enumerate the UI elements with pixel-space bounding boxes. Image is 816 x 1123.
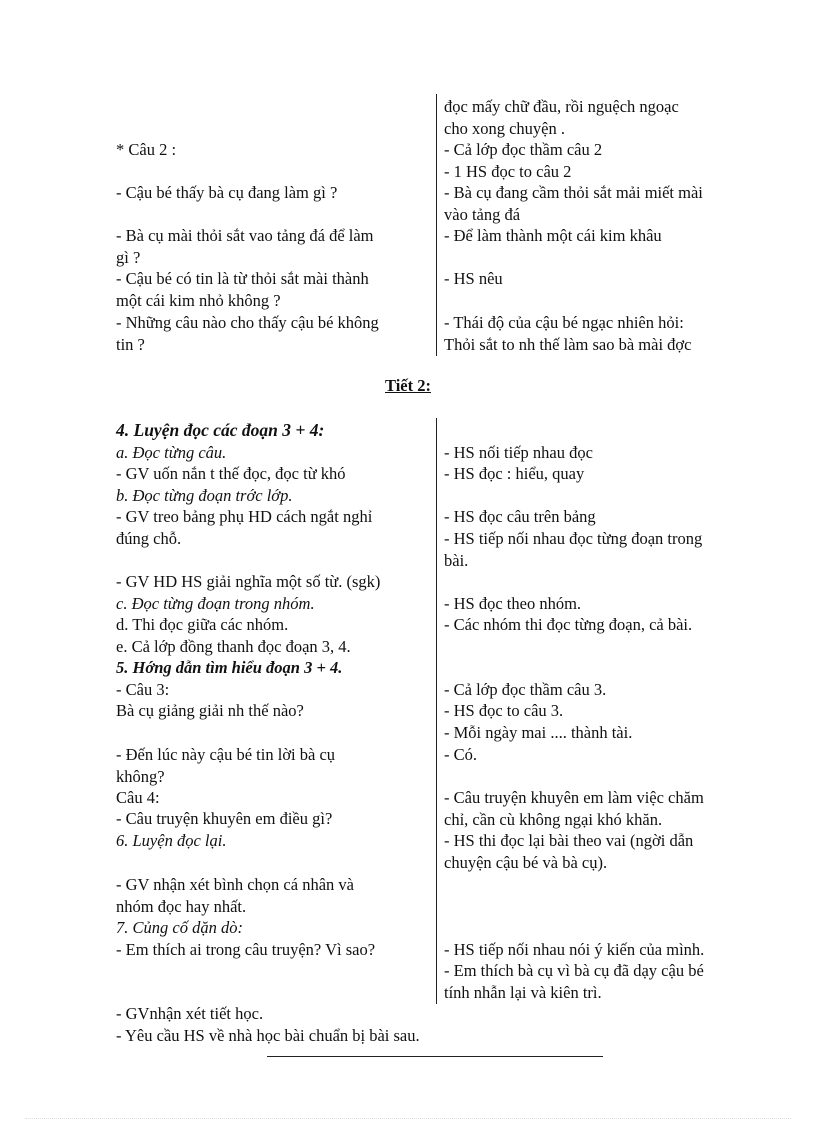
t1-r1-right <box>444 139 758 182</box>
c-title: c. Đọc từng đoạn trong nhóm. <box>116 594 315 613</box>
text-line: - HS nêu <box>444 269 503 288</box>
s7-right2 <box>444 960 758 1003</box>
text-line: - HS thi đọc lại bài theo vai (ngời dẫn <box>444 831 694 850</box>
q4-right <box>444 787 758 830</box>
s7-title: 7. Củng cố dặn dò: <box>116 918 243 937</box>
t1-r3-left <box>116 225 430 268</box>
a-right1: - HS nối tiếp nhau đọc <box>444 443 593 462</box>
table2-divider <box>436 418 437 1004</box>
b-right2 <box>444 528 758 571</box>
page-bottom-dots <box>25 1118 791 1119</box>
section-heading: Tiết 2: <box>385 376 431 395</box>
b-left <box>116 506 430 549</box>
text-line: gì ? <box>116 247 141 267</box>
section5-title: 5. Hớng dẫn tìm hiểu đoạn 3 + 4. <box>116 658 343 677</box>
s7-right1: - HS tiếp nối nhau nói ý kiến của mình. <box>444 940 705 959</box>
a-right2: - HS đọc : hiểu, quay <box>444 464 585 483</box>
q4b-left: - Câu truyện khuyên em điều gì? <box>116 809 333 828</box>
text-line: - Cậu bé thấy bà cụ đang làm gì ? <box>116 183 338 202</box>
footer-line-2: - Yêu cầu HS về nhà học bài chuẩn bị bài sau. <box>116 1026 420 1045</box>
a-title: a. Đọc từng câu. <box>116 443 227 462</box>
q3b-right1: - HS đọc to câu 3. <box>444 701 564 720</box>
t1-r4-right <box>444 268 758 290</box>
text-line: - Thái độ của cậu bé ngạc nhiên hỏi: <box>444 313 684 332</box>
text-line: vào tảng đá <box>444 204 521 224</box>
s7-left: - Em thích ai trong câu truyện? Vì sao? <box>116 940 376 959</box>
text-line: - Câu truyện khuyên em làm việc chăm <box>444 788 704 807</box>
end-divider <box>267 1056 603 1057</box>
text-line: tin ? <box>116 334 145 354</box>
t1-r2-right <box>444 182 758 225</box>
t1-r5-left <box>116 312 430 355</box>
text-line: - GV nhận xét bình chọn cá nhân và <box>116 875 354 894</box>
q3c-right: - Có. <box>444 745 477 764</box>
q3-right: - Cả lớp đọc thầm câu 3. <box>444 680 607 699</box>
text-line: bài. <box>444 550 469 570</box>
t1-r0-right <box>444 96 758 139</box>
b-title: b. Đọc từng đoạn trớc lớp. <box>116 486 293 505</box>
table1-divider <box>436 94 437 356</box>
q3c-left <box>116 744 430 787</box>
q3b-right2: - Mỗi ngày mai .... thành tài. <box>444 723 633 742</box>
text-line: * Câu 2 : <box>116 140 177 159</box>
text-line: đọc mấy chữ đầu, rồi nguệch ngoạc <box>444 97 679 116</box>
s6-left <box>116 874 430 917</box>
d-left: d. Thi đọc giữa các nhóm. <box>116 615 289 634</box>
d-right: - Các nhóm thi đọc từng đoạn, cả bài. <box>444 615 693 634</box>
text-line: nhóm đọc hay nhất. <box>116 896 247 916</box>
section4-title: 4. Luyện đọc các đoạn 3 + 4: <box>116 420 325 440</box>
text-line: - 1 HS đọc to câu 2 <box>444 161 572 181</box>
footer-line-1: - GVnhận xét tiết học. <box>116 1004 264 1023</box>
t1-r4-left <box>116 268 430 311</box>
s6-right <box>444 830 758 873</box>
a-left: - GV uốn nắn t thế đọc, đọc từ khó <box>116 464 346 483</box>
text-line: không? <box>116 766 165 786</box>
text-line: - Cả lớp đọc thầm câu 2 <box>444 140 603 159</box>
e-left: e. Cả lớp đồng thanh đọc đoạn 3, 4. <box>116 637 351 656</box>
text-line: - Cậu bé có tin là từ thỏi sắt mài thành <box>116 269 369 288</box>
b-right1: - HS đọc câu trên bảng <box>444 507 596 526</box>
t1-r3-right <box>444 225 758 247</box>
text-line: - Bà cụ đang cầm thỏi sắt mải miết mài <box>444 183 703 202</box>
text-line: chuyện cậu bé và bà cụ). <box>444 852 608 872</box>
t1-r2-left <box>116 182 430 204</box>
text-line: - Đến lúc này cậu bé tin lời bà cụ <box>116 745 336 764</box>
t1-r1-left <box>116 139 430 161</box>
text-line: cho xong chuyện . <box>444 118 565 138</box>
t1-r5-right <box>444 312 758 355</box>
q3b-left: Bà cụ giảng giải nh thế nào? <box>116 701 304 720</box>
b-left2: - GV HD HS giải nghĩa một số từ. (sgk) <box>116 572 381 591</box>
text-line: Thỏi sắt to nh thế làm sao bà mài đợc <box>444 334 692 354</box>
text-line: một cái kim nhỏ không ? <box>116 290 281 310</box>
s6-title: 6. Luyện đọc lại. <box>116 831 227 850</box>
c-right: - HS đọc theo nhóm. <box>444 594 582 613</box>
text-line: đúng chỗ. <box>116 528 182 548</box>
text-line: - Em thích bà cụ vì bà cụ đã dạy cậu bé <box>444 961 704 980</box>
q4-left: Câu 4: <box>116 788 160 807</box>
text-line: tính nhẫn lại và kiên trì. <box>444 982 602 1002</box>
text-line: - Để làm thành một cái kim khâu <box>444 226 662 245</box>
text-line: - Những câu nào cho thấy cậu bé không <box>116 313 379 332</box>
text-line: - GV treo bảng phụ HD cách ngắt nghỉ <box>116 507 373 526</box>
q3-left: - Câu 3: <box>116 680 170 699</box>
text-line: - Bà cụ mài thỏi sắt vao tảng đá để làm <box>116 226 374 245</box>
text-line: - HS tiếp nối nhau đọc từng đoạn trong <box>444 529 703 548</box>
text-line: chỉ, cần cù không ngại khó khăn. <box>444 809 663 829</box>
